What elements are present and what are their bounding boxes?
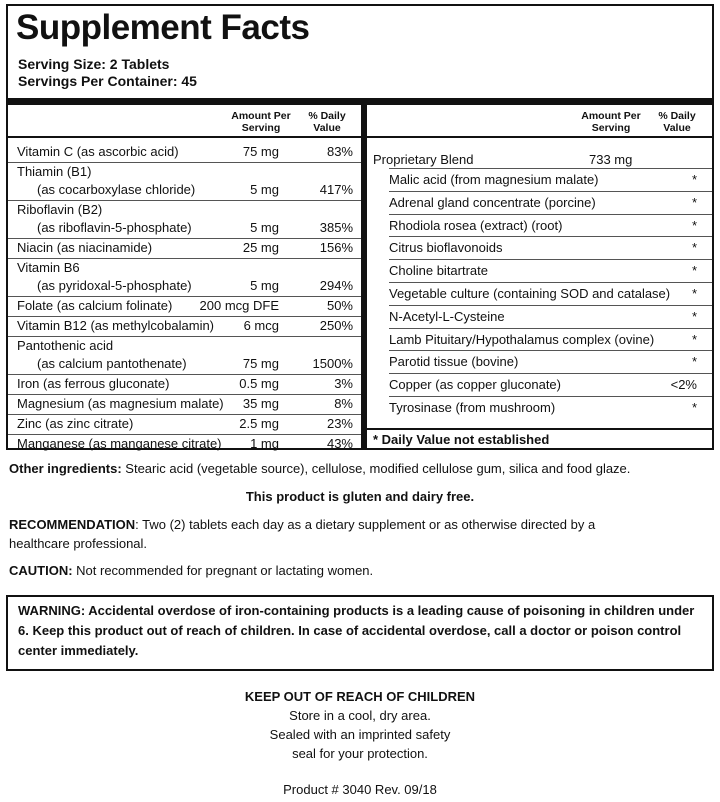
nutrient-name: Vitamin C (as ascorbic acid)	[17, 144, 179, 159]
ingredient-daily-value: *	[691, 400, 697, 415]
ingredient-daily-value: *	[691, 263, 697, 279]
thick-rule	[8, 98, 712, 105]
row-divider	[8, 296, 361, 297]
nutrient-row	[17, 338, 355, 374]
row-divider	[389, 259, 712, 260]
row-divider	[8, 316, 361, 317]
blend-ingredient-row	[389, 400, 703, 418]
row-divider	[389, 191, 712, 192]
recommendation-label: RECOMMENDATION	[9, 517, 136, 532]
nutrient-row	[17, 416, 355, 434]
row-divider	[389, 282, 712, 283]
nutrient-daily-value: 8%	[334, 396, 353, 411]
row-divider	[389, 168, 712, 169]
nutrient-daily-value: 43%	[326, 436, 353, 451]
ingredient-name: Lamb Pituitary/Hypothalamus complex (ovine)	[389, 331, 655, 347]
nutrient-name: Manganese (as manganese citrate)	[17, 436, 222, 451]
blend-ingredient-row	[389, 172, 703, 190]
nutrient-name: Folate (as calcium folinate)	[17, 298, 173, 313]
row-divider	[389, 305, 712, 306]
nutrient-row	[17, 436, 355, 454]
blend-ingredient-row	[389, 286, 703, 304]
nutrient-source: (as riboflavin-5-phosphate)	[37, 220, 192, 235]
nutrient-row	[17, 202, 355, 238]
right-header-rule	[367, 136, 712, 138]
ingredient-daily-value: <2%	[670, 377, 697, 393]
row-divider	[8, 258, 361, 259]
row-divider	[389, 214, 712, 215]
row-divider	[389, 396, 712, 397]
serving-info	[18, 56, 197, 90]
row-divider	[8, 238, 361, 239]
nutrient-amount: 75 mg	[242, 356, 279, 371]
supplement-facts-panel	[6, 4, 714, 450]
nutrient-row	[17, 376, 355, 394]
blend-ingredient-row	[389, 309, 703, 327]
other-ingredients-label: Other ingredients:	[9, 461, 122, 476]
nutrient-daily-value: 417%	[319, 182, 353, 197]
storage-line-2: Sealed with an imprinted safety	[269, 727, 451, 742]
storage-line-1: Store in a cool, dry area.	[289, 708, 431, 723]
blend-ingredient-row	[389, 263, 703, 281]
other-ingredients-text: Stearic acid (vegetable source), cellulose, modified cellulose gum, silica and food glaze.	[121, 461, 631, 476]
ingredient-name: Parotid tissue (bovine)	[389, 354, 519, 370]
row-divider	[389, 350, 712, 351]
nutrient-name: Thiamin (B1)	[17, 164, 92, 179]
ingredient-name: Malic acid (from magnesium malate)	[389, 172, 599, 187]
blend-name: Proprietary Blend	[373, 152, 474, 167]
ingredient-daily-value: *	[691, 308, 697, 324]
left-amount-header: Amount Per Serving	[231, 110, 291, 134]
ingredient-name: Adrenal gland concentrate (porcine)	[389, 194, 596, 210]
row-divider	[389, 236, 712, 237]
nutrient-daily-value: 250%	[319, 318, 353, 333]
row-divider	[8, 374, 361, 375]
other-ingredients	[9, 460, 630, 477]
serving-size: Serving Size: 2 Tablets	[18, 56, 170, 72]
ingredient-daily-value: *	[691, 286, 697, 301]
dv-note-rule	[367, 428, 712, 430]
ingredient-daily-value: *	[691, 194, 697, 210]
row-divider	[389, 373, 712, 374]
column-divider	[361, 105, 367, 450]
row-divider	[8, 336, 361, 337]
blend-amount: 733 mg	[589, 152, 633, 167]
nutrient-daily-value: 385%	[319, 220, 353, 235]
dv-note: * Daily Value not established	[373, 432, 550, 447]
blend-ingredient-row	[389, 240, 703, 258]
ingredient-daily-value: *	[691, 217, 697, 233]
keep-out-heading: KEEP OUT OF REACH OF CHILDREN	[244, 689, 476, 704]
row-divider	[8, 200, 361, 201]
nutrient-amount: 5 mg	[250, 182, 279, 197]
ingredient-name: Citrus bioflavonoids	[389, 240, 503, 256]
nutrient-amount: 35 mg	[242, 396, 279, 411]
panel-title: Supplement Facts	[16, 8, 310, 47]
ingredient-name: Tyrosinase (from mushroom)	[389, 400, 556, 415]
left-dv-header: % Daily Value	[308, 110, 346, 134]
nutrient-name: Vitamin B12 (as methylcobalamin)	[17, 318, 215, 333]
blend-ingredient-row	[389, 218, 703, 236]
nutrient-row	[17, 260, 355, 296]
nutrient-source: (as pyridoxal-5-phosphate)	[37, 278, 192, 293]
ingredient-name: Copper (as copper gluconate)	[389, 377, 561, 393]
nutrient-source: (as calcium pantothenate)	[37, 356, 187, 371]
ingredient-name: Vegetable culture (containing SOD and catalase)	[389, 286, 671, 301]
blend-ingredient-row	[389, 354, 703, 372]
nutrient-row	[17, 298, 355, 316]
nutrient-amount: 25 mg	[242, 240, 279, 255]
ingredient-name: N-Acetyl-L-Cysteine	[389, 308, 505, 324]
nutrient-daily-value: 156%	[319, 240, 353, 255]
nutrient-amount: 5 mg	[250, 220, 279, 235]
right-dv-header: % Daily Value	[658, 110, 696, 134]
ingredient-daily-value: *	[691, 172, 697, 187]
caution	[9, 562, 373, 579]
left-header-rule	[8, 136, 361, 138]
blend-ingredient-row	[389, 332, 703, 350]
nutrient-amount: 75 mg	[242, 144, 279, 159]
row-divider	[8, 394, 361, 395]
caution-label: CAUTION:	[9, 563, 73, 578]
nutrient-name: Pantothenic acid	[17, 338, 114, 353]
nutrient-name: Iron (as ferrous gluconate)	[17, 376, 170, 391]
nutrient-row	[17, 144, 355, 162]
blend-ingredient-row	[389, 377, 703, 395]
nutrient-daily-value: 50%	[326, 298, 353, 313]
nutrient-amount: 0.5 mg	[239, 376, 279, 391]
nutrient-row	[17, 396, 355, 414]
nutrient-name: Vitamin B6	[17, 260, 80, 275]
nutrient-row	[17, 240, 355, 258]
nutrient-amount: 2.5 mg	[239, 416, 279, 431]
nutrient-daily-value: 83%	[326, 144, 353, 159]
nutrient-daily-value: 3%	[334, 376, 353, 391]
nutrient-row	[17, 164, 355, 200]
recommendation-text: : Two (2) tablets each day as a dietary supplement or as otherwise directed by a	[135, 517, 596, 532]
nutrient-amount: 5 mg	[250, 278, 279, 293]
nutrient-name: Riboflavin (B2)	[17, 202, 103, 217]
nutrient-daily-value: 1500%	[312, 356, 353, 371]
caution-text: Not recommended for pregnant or lactating women.	[72, 563, 374, 578]
product-number: Product # 3040 Rev. 09/18	[283, 782, 437, 797]
ingredient-daily-value: *	[691, 354, 697, 370]
recommendation-line-2: healthcare professional.	[9, 536, 148, 551]
blend-row	[373, 152, 703, 168]
ingredient-daily-value: *	[691, 331, 697, 347]
nutrient-amount: 6 mcg	[243, 318, 279, 333]
nutrient-row	[17, 318, 355, 336]
nutrient-amount: 200 mcg DFE	[199, 298, 279, 313]
nutrient-daily-value: 294%	[319, 278, 353, 293]
nutrient-source: (as cocarboxylase chloride)	[37, 182, 196, 197]
row-divider	[389, 328, 712, 329]
recommendation	[9, 516, 595, 533]
row-divider	[8, 162, 361, 163]
warning-box: WARNING: Accidental overdose of iron-containing products is a leading cause of poisoning in children under 6. Keep this product out of reach of children. In case of accidental overdose, call a doctor or poison control center immediately.	[6, 595, 714, 671]
servings-per-container: Servings Per Container: 45	[18, 73, 197, 89]
row-divider	[8, 414, 361, 415]
ingredient-name: Rhodiola rosea (extract) (root)	[389, 217, 563, 233]
nutrient-amount: 1 mg	[250, 436, 279, 451]
storage-line-3: seal for your protection.	[292, 746, 428, 761]
nutrient-name: Niacin (as niacinamide)	[17, 240, 153, 255]
gluten-free-note: This product is gluten and dairy free.	[245, 489, 475, 504]
right-amount-header: Amount Per Serving	[581, 110, 641, 134]
nutrient-name: Magnesium (as magnesium malate)	[17, 396, 224, 411]
nutrient-daily-value: 23%	[326, 416, 353, 431]
ingredient-daily-value: *	[691, 240, 697, 256]
blend-ingredient-row	[389, 195, 703, 213]
row-divider	[8, 434, 361, 435]
nutrient-name: Zinc (as zinc citrate)	[17, 416, 134, 431]
ingredient-name: Choline bitartrate	[389, 263, 488, 279]
